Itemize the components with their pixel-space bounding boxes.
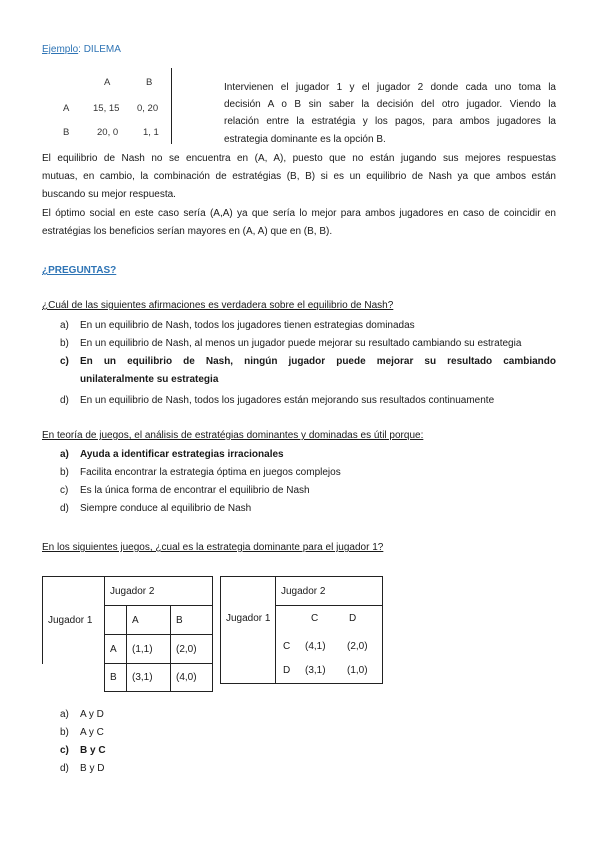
- option-b[interactable]: b) A y C: [60, 727, 104, 738]
- game-2-table: [220, 576, 383, 684]
- question-1: ¿Cuál de las siguientes afirmaciones es verdadera sobre el equilibrio de Nash?: [42, 300, 394, 311]
- option-a-correct[interactable]: a) Ayuda a identificar estrategias irracionales: [60, 449, 284, 460]
- option-c[interactable]: c) Es la única forma de encontrar el equilibrio de Nash: [60, 485, 310, 496]
- payoff-cell: (1,0): [347, 665, 368, 676]
- option-c-text-cont: unilateralmente su estrategia: [80, 374, 219, 385]
- player-1-label: Jugador 1: [43, 606, 105, 635]
- row-label: A: [105, 635, 127, 664]
- option-a[interactable]: a) A y D: [60, 709, 104, 720]
- row-label: B: [105, 664, 127, 692]
- option-d[interactable]: d) Siempre conduce al equilibrio de Nash: [60, 503, 252, 514]
- payoff-cell: (4,0): [171, 664, 213, 692]
- option-b[interactable]: b) En un equilibrio de Nash, al menos un jugador puede mejorar su resultado cambiando su estrategia: [60, 338, 522, 349]
- col-header: B: [171, 606, 213, 635]
- row-label: D: [283, 665, 291, 676]
- option-b[interactable]: b) Facilita encontrar la estrategia óptima en juegos complejos: [60, 467, 341, 478]
- option-c-correct[interactable]: c) B y C: [60, 745, 106, 756]
- payoff-cell: (2,0): [347, 641, 368, 652]
- question-3: En los siguientes juegos, ¿cual es la estrategia dominante para el jugador 1?: [42, 542, 384, 553]
- col-header: A: [127, 606, 171, 635]
- col-header: C: [311, 613, 319, 624]
- payoff-cell: (2,0): [171, 635, 213, 664]
- payoff-cell: (3,1): [127, 664, 171, 692]
- row-label: C: [283, 641, 291, 652]
- example-link[interactable]: Ejemplo: [42, 44, 79, 55]
- question-2: En teoría de juegos, el análisis de estratégias dominantes y dominadas es útil porque:: [42, 430, 424, 441]
- matrix-cell: 20, 0: [97, 127, 119, 138]
- matrix-col-header: B: [146, 77, 153, 88]
- matrix-row-label: B: [63, 127, 70, 138]
- option-d[interactable]: d) B y D: [60, 763, 105, 774]
- matrix-cell: 1, 1: [143, 127, 159, 138]
- player-2-label: Jugador 2: [281, 586, 326, 597]
- col-header: D: [349, 613, 357, 624]
- payoff-cell: (4,1): [305, 641, 326, 652]
- matrix-col-header: A: [104, 77, 111, 88]
- matrix-divider: [171, 68, 172, 144]
- player-2-label: Jugador 2: [105, 577, 213, 606]
- matrix-cell: 0, 20: [137, 103, 159, 114]
- option-c-text: En un equilibrio de Nash, ningún jugador puede mejorar su resultado cambiando: [80, 356, 556, 367]
- questions-heading: ¿PREGUNTAS?: [42, 265, 117, 276]
- option-d[interactable]: d) En un equilibrio de Nash, todos los jugadores están mejorando sus resultados continuamente: [60, 395, 495, 406]
- game-1-table: [42, 576, 213, 692]
- example-heading: Ejemplo: DILEMA: [42, 44, 121, 55]
- game-2-divider: [275, 605, 383, 606]
- payoff-cell: (1,1): [127, 635, 171, 664]
- matrix-cell: 15, 15: [93, 103, 120, 114]
- option-a[interactable]: a) En un equilibrio de Nash, todos los jugadores tienen estrategias dominadas: [60, 320, 415, 331]
- matrix-row-label: A: [63, 103, 70, 114]
- player-1-label: Jugador 1: [226, 613, 271, 624]
- game-2-divider: [275, 577, 276, 683]
- payoff-cell: (3,1): [305, 665, 326, 676]
- example-title: DILEMA: [83, 44, 121, 55]
- option-c-correct[interactable]: c): [60, 356, 69, 367]
